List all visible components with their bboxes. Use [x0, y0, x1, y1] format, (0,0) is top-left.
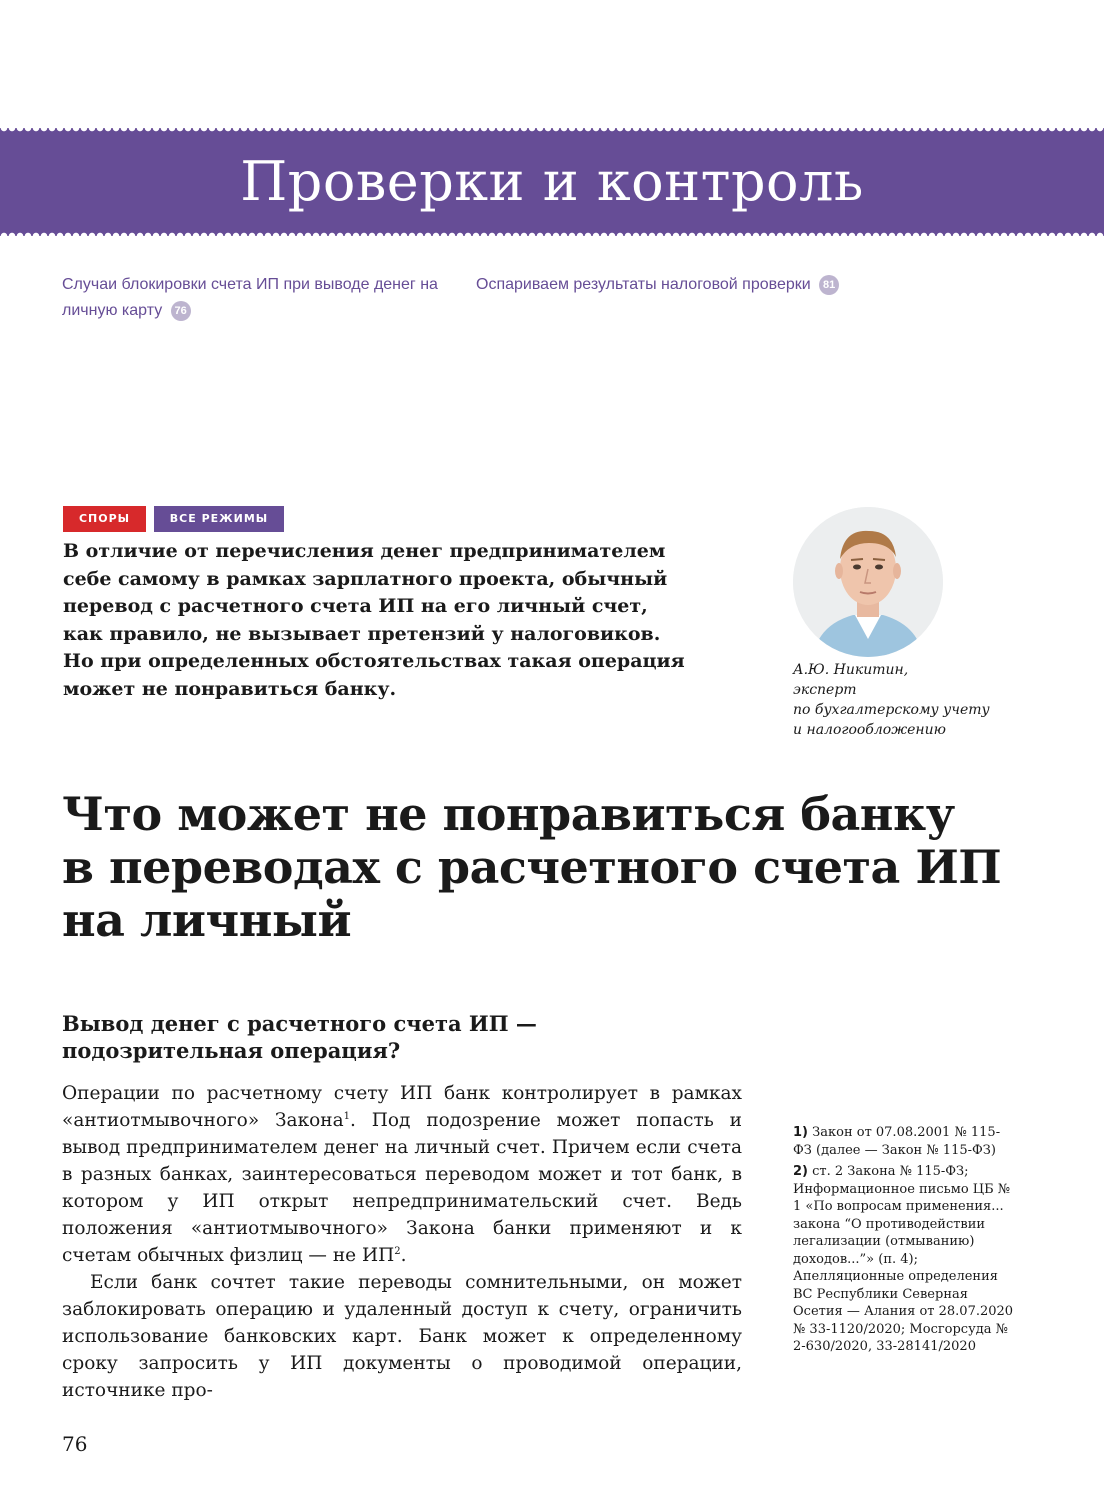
- toc-link-tax-audit-article[interactable]: [476, 272, 896, 298]
- author-name: А.Ю. Никитин,: [793, 662, 909, 678]
- toc-link-blocking-article[interactable]: [62, 272, 442, 324]
- footnote-ref-2: 2: [394, 1245, 401, 1257]
- article-headline: [62, 788, 1042, 947]
- page-number: 76: [62, 1432, 88, 1456]
- lead-line: себе самому в рамках зарплатного проекта, обычный: [63, 567, 668, 590]
- subhead-line: подозрительная операция?: [62, 1038, 401, 1063]
- toc-link-text: Случаи блокировки счета ИП при выводе денег на личную карту: [62, 276, 438, 319]
- headline-line: Что может не понравиться банку: [62, 787, 955, 841]
- lead-paragraph: [63, 538, 763, 703]
- author-portrait-illustration: [793, 507, 943, 657]
- headline-line: на личный: [62, 893, 352, 947]
- footnote-text: Закон от 07.08.2001 № 115-ФЗ (далее — Закон № 115-ФЗ): [793, 1125, 1001, 1158]
- author-caption: [793, 660, 1013, 740]
- body-text: .: [400, 1245, 407, 1266]
- lead-line: В отличие от перечисления денег предпринимателем: [63, 540, 666, 562]
- lead-line: может не понравиться банку.: [63, 677, 397, 700]
- footnote-number: 2): [793, 1164, 808, 1179]
- section-header-band: [0, 128, 1104, 236]
- author-role-line: по бухгалтерскому учету: [793, 702, 990, 718]
- body-paragraph: Если банк сочтет такие переводы сомнительными, он может заблокировать операцию и удаленный доступ к счету, ограничить использование банковских карт. Банк может к определенному сроку запросить у ИП документы о проводимой операции, источнике про-: [62, 1272, 742, 1401]
- author-role-line: и налогообложению: [793, 722, 946, 738]
- section-title: Проверки и контроль: [240, 150, 864, 213]
- footnote-number: 1): [793, 1125, 808, 1140]
- body-text: . Под подозрение может попасть и вывод предпринимателем денег на личный счет. Причем если счета в разных банках, заинтересоваться переводом может и тот банк, в котором у ИП открыт непредпринимательский счет. Ведь положения «антиотмывочного» Закона банки применяют и к счетам обычных физлиц — не ИП: [62, 1110, 742, 1266]
- footnote-2: [793, 1163, 1018, 1356]
- author-role-line: эксперт: [793, 682, 857, 698]
- tag-disputes: СПОРЫ: [63, 506, 146, 532]
- footnotes-sidebar: [793, 1124, 1018, 1360]
- subhead-line: Вывод денег с расчетного счета ИП —: [62, 1011, 537, 1036]
- toc-link-text: Оспариваем результаты налоговой проверки: [476, 276, 811, 293]
- lead-line: перевод с расчетного счета ИП на его личный счет,: [63, 595, 648, 617]
- footnote-ref-1: 1: [343, 1110, 351, 1122]
- section-subheading: [62, 1010, 662, 1064]
- headline-line: в переводах с расчетного счета ИП: [62, 840, 1002, 894]
- toc-page-badge: 76: [171, 301, 191, 321]
- footnote-1: [793, 1124, 1018, 1159]
- body-text: Операции по расчетному счету ИП банк контролирует в рамках «антиотмывочного» Закона: [62, 1083, 742, 1131]
- tag-all-regimes: ВСЕ РЕЖИМЫ: [154, 506, 284, 532]
- article-body: [62, 1080, 742, 1404]
- lead-line: Но при определенных обстоятельствах такая операция: [63, 650, 685, 672]
- lead-line: как правило, не вызывает претензий у налоговиков.: [63, 622, 661, 645]
- body-paragraph: [62, 1080, 742, 1269]
- footnote-text: ст. 2 Закона № 115-ФЗ; Информационное письмо ЦБ № 1 «По вопросам применения... закона “О противодействии легализации (отмыванию) доходов...”» (п. 4); Апелляционные определения ВС Республики Северная Осетия — Алания от 28.07.2020 № 33-1120/2020; Мосгорсуда № 2-630/2020, 33-28141/2020: [793, 1164, 1014, 1354]
- author-photo: [793, 507, 943, 657]
- toc-page-badge: 81: [819, 275, 839, 295]
- band-scalloped-edge-bottom: [0, 232, 1104, 240]
